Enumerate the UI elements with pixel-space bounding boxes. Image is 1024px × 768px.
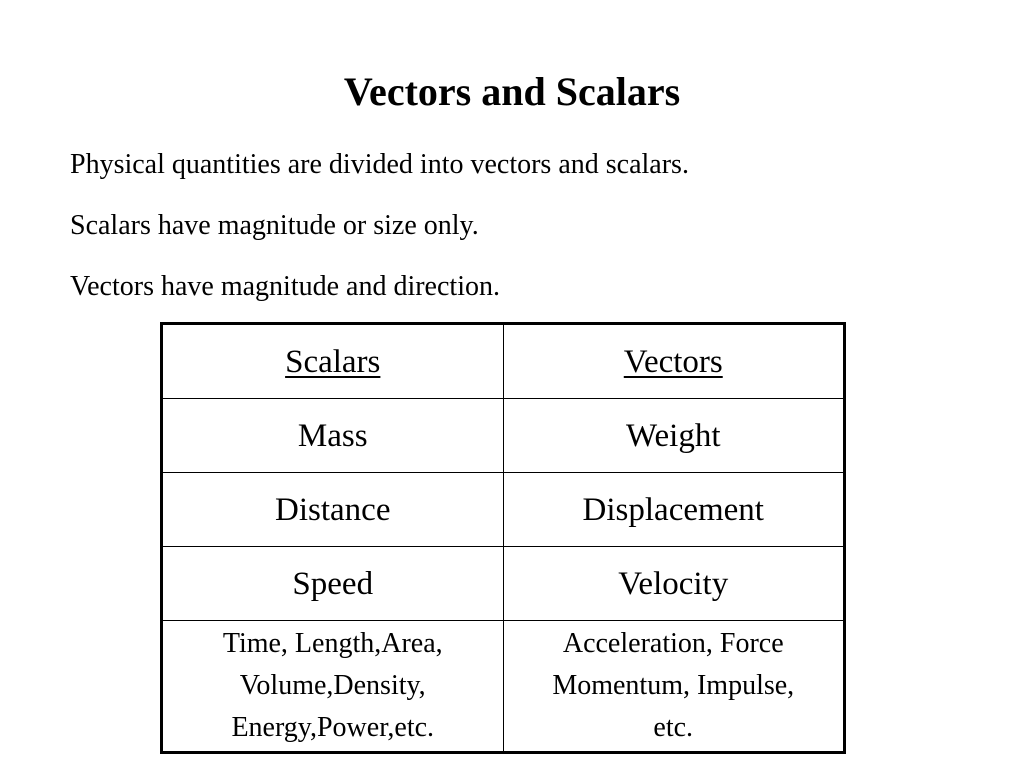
scalars-vectors-table: [160, 322, 846, 754]
table-row-other-quantities: [162, 621, 845, 753]
table-row: [162, 473, 845, 547]
vector-cell: Weight: [503, 399, 845, 473]
header-scalars: [162, 324, 504, 399]
header-scalars-label: Scalars: [285, 343, 381, 380]
other-vectors-cell: [503, 621, 845, 753]
other-vectors-line: Acceleration, Force: [562, 628, 784, 659]
scalar-cell: Speed: [162, 547, 504, 621]
other-scalars-line: Volume,Density,: [239, 670, 426, 701]
other-vectors-line: Momentum, Impulse,: [552, 670, 795, 701]
other-scalars-line: Energy,Power,etc.: [231, 712, 435, 743]
intro-text-vectors: Vectors have magnitude and direction.: [70, 271, 500, 302]
other-scalars-line: Time, Length,Area,: [222, 628, 443, 659]
table-header-row: [162, 324, 845, 399]
intro-text-quantities: Physical quantities are divided into vectors and scalars.: [70, 149, 689, 180]
other-vectors-line: etc.: [653, 712, 694, 743]
table-row: [162, 399, 845, 473]
other-scalars-cell: [162, 621, 504, 753]
intro-text-scalars: Scalars have magnitude or size only.: [70, 210, 479, 241]
table-row: [162, 547, 845, 621]
vector-cell: Velocity: [503, 547, 845, 621]
header-vectors: [503, 324, 845, 399]
scalar-cell: Mass: [162, 399, 504, 473]
slide-title: Vectors and Scalars: [343, 69, 681, 114]
scalar-cell: Distance: [162, 473, 504, 547]
header-vectors-label: Vectors: [623, 343, 723, 380]
vector-cell: Displacement: [503, 473, 845, 547]
